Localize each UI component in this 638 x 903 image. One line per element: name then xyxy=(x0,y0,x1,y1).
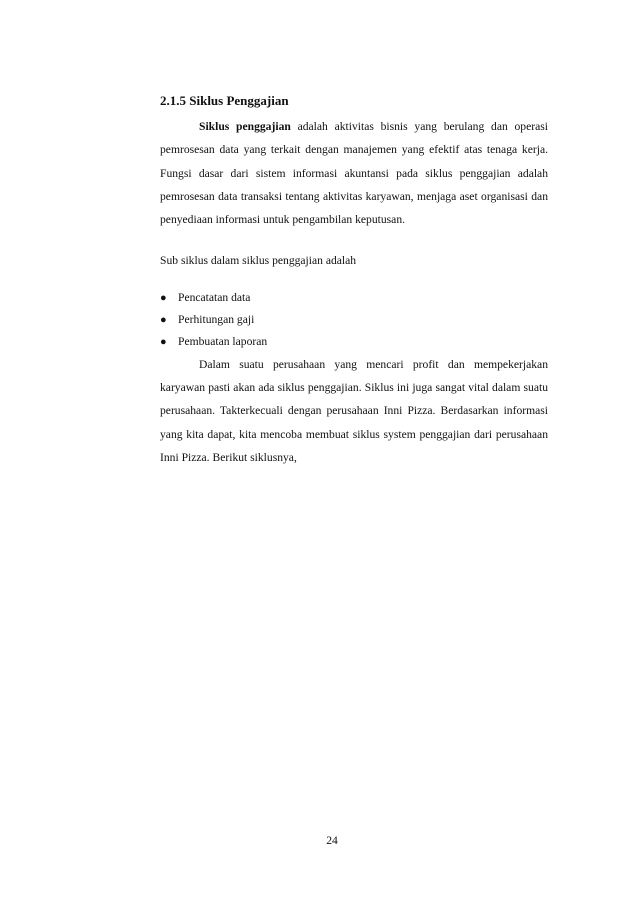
list-item xyxy=(160,287,548,309)
definition-text: adalah aktivitas bisnis yang berulang dan operasi pemrosesan data yang terkait dengan manajemen yang efektif atas tenaga kerja. Fungsi dasar dari sistem informasi akuntansi pada siklus penggajian adalah pemrosesan data transaksi tentang aktivitas karyawan, menjaga aset organisasi dan penyediaan informasi untuk pengambilan keputusan. xyxy=(160,120,548,227)
list-item-label: Pembuatan laporan xyxy=(178,334,268,348)
paragraph-context: Dalam suatu perusahaan yang mencari profit dan mempekerjakan karyawan pasti akan ada siklus penggajian. Siklus ini juga sangat vital dalam suatu perusahaan. Takterkecuali dengan perusahaan Inni Pizza. Berdasarkan informasi yang kita dapat, kita mencoba membuat siklus system penggajian dari perusahaan Inni Pizza. Berikut siklusnya, xyxy=(160,357,548,464)
paragraph-definition xyxy=(160,115,548,231)
page-number: 24 xyxy=(326,834,338,847)
list-item xyxy=(160,331,548,353)
page-content xyxy=(160,90,548,469)
bullet-dot-icon: ● xyxy=(160,335,167,348)
subcycle-list xyxy=(160,287,548,353)
list-item-label: Perhitungan gaji xyxy=(178,312,255,326)
section-heading: 2.1.5 Siklus Penggajian xyxy=(160,93,289,108)
paragraph-subcycle-intro: Sub siklus dalam siklus penggajian adalah xyxy=(160,254,357,268)
list-item-label: Pencatatan data xyxy=(178,290,251,304)
bullet-dot-icon: ● xyxy=(160,291,167,304)
bold-term: Siklus penggajian xyxy=(199,120,291,133)
list-item xyxy=(160,309,548,331)
bullet-dot-icon: ● xyxy=(160,313,167,326)
